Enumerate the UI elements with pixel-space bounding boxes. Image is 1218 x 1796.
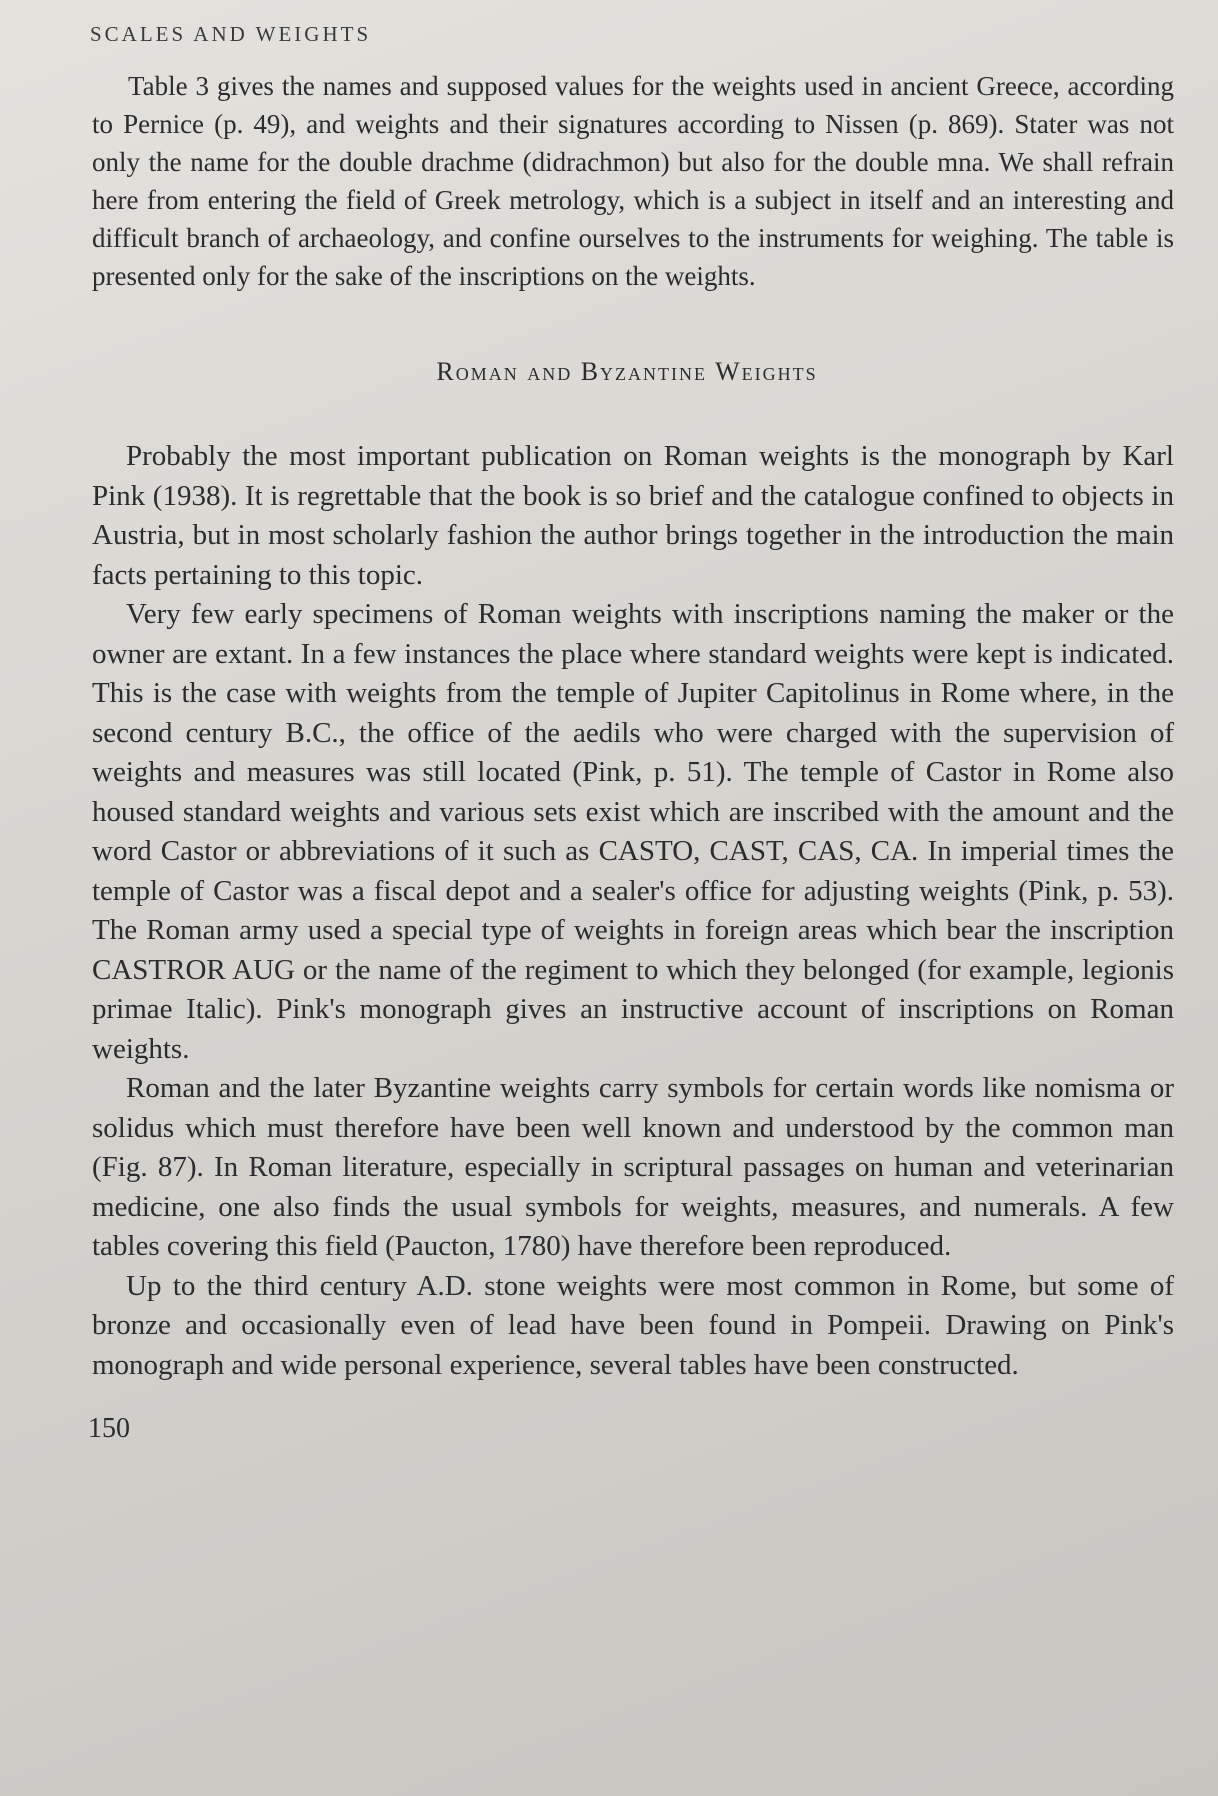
running-head: SCALES AND WEIGHTS [90,22,372,46]
section-title: Roman and Byzantine Weights [436,357,818,386]
body-paragraph-2: Very few early specimens of Roman weights with inscriptions naming the maker or the owner are extant. In a few instances the place where standard weights were kept is indicated. This is the case with weights from the temple of Jupiter Capitolinus in Rome where, in the second century B.C., the office of the aedils who were charged with the supervision of weights and measures was still located (Pink, p. 51). The temple of Castor in Rome also housed standard weights and various sets exist which are inscribed with the amount and the word Castor or abbreviations of it such as CASTO, CAST, CAS, CA. In imperial times the temple of Castor was a fiscal depot and a sealer's office for adjusting weights (Pink, p. 53). The Roman army used a special type of weights in foreign areas which bear the inscription CASTROR AUG or the name of the regiment to which they belonged (for example, legionis primae Italic). Pink's monograph gives an instructive account of inscriptions on Roman weights. [92,598,1174,1065]
page-number: 150 [88,1413,130,1444]
intro-paragraph: Table 3 gives the names and supposed values for the weights used in ancient Greece, according to Pernice (p. 49), and weights and their signatures according to Nissen (p. 869). Stater was not only the name for the double drachme (didrachmon) but also for the double mna. We shall refrain here from entering the field of Greek metrology, which is a subject in itself and an interesting and difficult branch of archaeology, and confine ourselves to the instruments for weighing. The table is presented only for the sake of the inscriptions on the weights. [92,71,1174,291]
body-paragraph-1: Probably the most important publication on Roman weights is the monograph by Karl Pink (1938). It is regrettable that the book is so brief and the catalogue confined to objects in Austria, but in most scholarly fashion the author brings together in the introduction the main facts pertaining to this topic. [92,440,1174,591]
body-paragraph-3: Roman and the later Byzantine weights carry symbols for certain words like nomisma or solidus which must therefore have been well known and understood by the common man (Fig. 87). In Roman literature, especially in scriptural passages on human and veterinarian medicine, one also finds the usual symbols for weights, measures, and numerals. A few tables covering this field (Paucton, 1780) have therefore been reproduced. [92,1072,1174,1262]
body-paragraph-4: Up to the third century A.D. stone weights were most common in Rome, but some of bronze and occasionally even of lead have been found in Pompeii. Drawing on Pink's monograph and wide personal experience, several tables have been constructed. [92,1269,1174,1381]
